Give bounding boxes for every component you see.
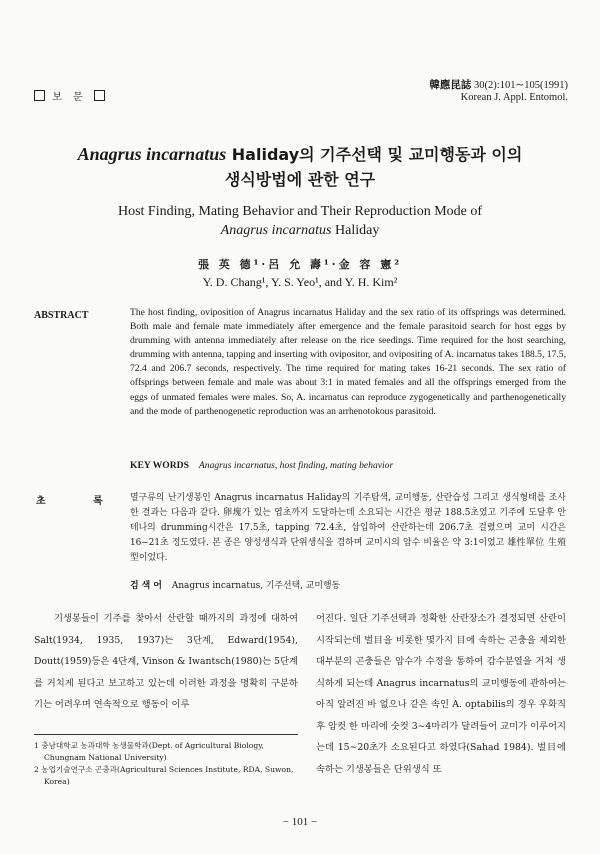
authors-english: Y. D. Chang¹, Y. S. Yeo¹, and Y. H. Kim² [202, 275, 398, 289]
title-en-species: Anagrus incarnatus [220, 223, 332, 238]
footnote-2: 2 농업기술연구소 곤충과(Agricultural Sciences Institute, RDA, Suwon, Korea) [34, 765, 294, 786]
keywords-korean [130, 578, 340, 591]
title-en-author: Haliday [331, 223, 380, 238]
title-en-line1: Host Finding, Mating Behavior and Their Reproduction Mode of [117, 204, 483, 219]
box-icon [94, 90, 105, 101]
footnotes [34, 740, 298, 788]
box-icon [34, 90, 45, 101]
body-column-left: 기생봉들이 기주를 찾아서 산란할 때까지의 과정에 대하여 Salt(1934, 1935, 1937)는 3단계, Edward(1954), Doutt(1959)등은 4단계, Vinson & Iwantsch(1980)는 5단계를 거치게 된다고 보고하고 있는데 이러한 과정을 명확히 구분하기는 어려우며 연속적으로 행동이 이루 [34, 613, 298, 710]
journal-name-en: Korean J. Appl. Entomol. [460, 92, 568, 103]
section-label-text: 보 문 [52, 92, 87, 103]
page-number: − 101 − [282, 816, 318, 828]
journal-abbrev: 韓應昆誌 [429, 80, 472, 91]
keywords-ko-text: Anagrus incarnatus, 기주선택, 교미행동 [171, 581, 341, 591]
title-ko-line2: 생식방법에 관한 연구 [224, 170, 376, 189]
journal-citation [429, 80, 568, 104]
chorok-label: 초 록 [36, 496, 125, 507]
authors-korean: 張 英 德¹·呂 允 壽¹·金 容 憲² [197, 258, 403, 271]
footnote-divider [34, 734, 298, 735]
title-korean [40, 142, 560, 192]
keywords [130, 460, 393, 471]
journal-volume: 30(2):101∼105(1991) [471, 80, 568, 91]
title-english [60, 202, 540, 240]
keywords-label: KEY WORDS [130, 460, 189, 471]
footnote-1: 1 충남대학교 농과대학 농생물학과(Dept. of Agricultural Biology, Chungnam National University) [34, 741, 264, 762]
title-species: Anagrus incarnatus [77, 144, 227, 164]
chorok-text: 멸구류의 난기생봉인 Anagrus incarnatus Haliday의 기주탐색, 교미행동, 산란습성 그리고 생식형태를 조사한 결과는 다음과 같다. 卵塊가 있는 엽초까지 도달하는데 소요되는 시간은 평균 188.5초였고 기주에 도달후 안테나의 drumming시간은 17.5초, tapping 72.4초, 삽입하여 산란하는데 206.7초 걸렸으며 교미 시간은 16∼21초 정도였다. 본 종은 양성생식과 단위생식을 겸하며 교미시의 암수 비율은 약 3:1이었고 雄性單位 生殖型이었다. [130, 493, 566, 563]
body-column-right: 어진다. 일단 기주선택과 정확한 산란장소가 결정되면 산란이 시작되는데 벌目을 비롯한 몇가지 目에 속하는 곤충을 제외한 대부분의 곤충들은 암수가 수정을 통하여 감수분열을 거쳐 생식하게 되는데 Anagrus incarnatus의 교미행동에 관하여는 아직 알려진 바 없으나 같은 속인 A. optabilis의 경우 우화직후 암컷 한 마리에 숫컷 3∼4마리가 달려들어 교미가 이루어지는데 15∼20초가 소요된다고 하였다(Sahad 1984). 벌目에 속하는 기생봉들은 단위생식 또 [316, 613, 566, 775]
abstract-text: The host finding, oviposition of Anagrus incarnatus Haliday and the sex ratio of its offsprings was determined. Both male and female mate immediately after emergence and the female parasitoid search for host eggs by drumming with antenna immediately after release on the rice seedings. Time required for the host searching, drumming with antenna, tapping and inserting with ovipositor, and ovipositing of A. incarnatus takes 188.5, 17.5, 72.4 and 206.7 seconds, respectively. The time required for mating takes 16-21 seconds. The sex ratio of offsprings between female and male was about 3:1 in mated females and all the offsprings emerged from the eggs of unmated females were males. So, A. incarnatus can reproduce zygogenetically and parthenogenetically and the mode of parthenogenetic reproduction was an arrhenotokous parasitoid. [130, 307, 566, 417]
title-ko-line1: Haliday의 기주선택 및 교미행동과 이의 [226, 145, 523, 164]
section-label [34, 88, 105, 103]
keywords-text: Anagrus incarnatus, host finding, mating behavior [198, 460, 394, 471]
keywords-ko-label: 검 색 어 [130, 581, 162, 591]
abstract-label: ABSTRACT [34, 310, 89, 321]
